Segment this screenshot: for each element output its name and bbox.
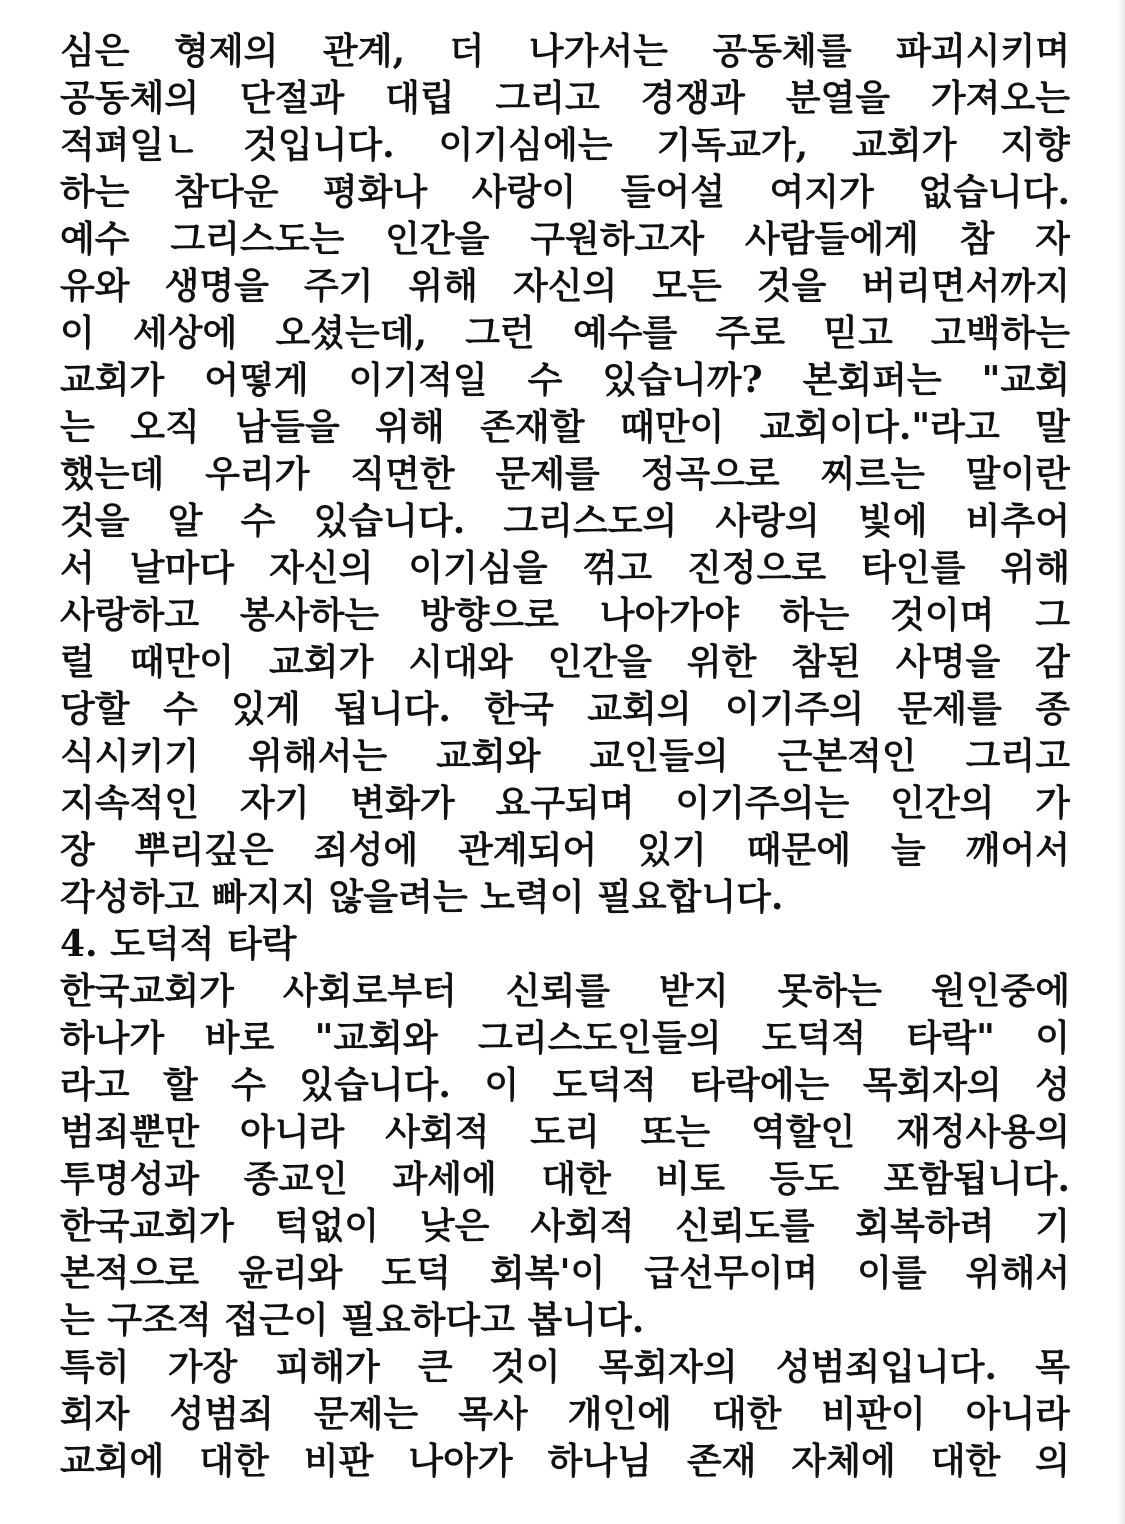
text-line: 적펴일ㄴ 것입니다. 이기심에는 기독교가, 교회가 지향 bbox=[60, 124, 1070, 166]
text-line: 당할 수 있게 됩니다. 한국 교회의 이기주의 문제를 종 bbox=[60, 688, 1070, 730]
text-line: 예수 그리스도는 인간을 구원하고자 사람들에게 참 자 bbox=[60, 218, 1070, 260]
text-line: 투명성과 종교인 과세에 대한 비토 등도 포함됩니다. bbox=[60, 1158, 1070, 1200]
text-line: 회자 성범죄 문제는 목사 개인에 대한 비판이 아니라 bbox=[60, 1393, 1070, 1435]
text-line: 라고 할 수 있습니다. 이 도덕적 타락에는 목회자의 성 bbox=[60, 1064, 1070, 1106]
text-line: 이 세상에 오셨는데, 그런 예수를 주로 믿고 고백하는 bbox=[60, 312, 1070, 354]
text-line: 4. 도덕적 타락 bbox=[60, 923, 297, 965]
text-line: 하는 참다운 평화나 사랑이 들어설 여지가 없습니다. bbox=[60, 171, 1070, 213]
text-line: 공동체의 단절과 대립 그리고 경쟁과 분열을 가져오는 bbox=[60, 77, 1070, 119]
document-body bbox=[60, 28, 1070, 1485]
text-line: 특히 가장 피해가 큰 것이 목회자의 성범죄입니다. 목 bbox=[60, 1346, 1070, 1388]
page-edge-shadow bbox=[1117, 0, 1125, 1524]
text-line: 심은 형제의 관계, 더 나가서는 공동체를 파괴시키며 bbox=[60, 30, 1070, 72]
text-line: 범죄뿐만 아니라 사회적 도리 또는 역할인 재정사용의 bbox=[60, 1111, 1070, 1153]
text-line: 사랑하고 봉사하는 방향으로 나아가야 하는 것이며 그 bbox=[60, 594, 1070, 636]
text-line: 각성하고 빠지지 않을려는 노력이 필요합니다. bbox=[60, 876, 784, 918]
text-line: 럴 때만이 교회가 시대와 인간을 위한 참된 사명을 감 bbox=[60, 641, 1070, 683]
text-line: 식시키기 위해서는 교회와 교인들의 근본적인 그리고 bbox=[60, 735, 1070, 777]
text-line: 는 오직 남들을 위해 존재할 때만이 교회이다."라고 말 bbox=[60, 406, 1070, 448]
text-line: 교회가 어떻게 이기적일 수 있습니까? 본회퍼는 "교회 bbox=[60, 359, 1070, 401]
text-line: 하나가 바로 "교회와 그리스도인들의 도덕적 타락" 이 bbox=[60, 1017, 1070, 1059]
text-line: 유와 생명을 주기 위해 자신의 모든 것을 버리면서까지 bbox=[60, 265, 1070, 307]
text-line: 는 구조적 접근이 필요하다고 봅니다. bbox=[60, 1299, 645, 1341]
text-line: 본적으로 윤리와 도덕 회복'이 급선무이며 이를 위해서 bbox=[60, 1252, 1070, 1294]
text-line: 했는데 우리가 직면한 문제를 정곡으로 찌르는 말이란 bbox=[60, 453, 1070, 495]
text-line: 장 뿌리깊은 죄성에 관계되어 있기 때문에 늘 깨어서 bbox=[60, 829, 1070, 871]
text-line: 교회에 대한 비판 나아가 하나님 존재 자체에 대한 의 bbox=[60, 1440, 1070, 1482]
text-line: 한국교회가 사회로부터 신뢰를 받지 못하는 원인중에 bbox=[60, 970, 1070, 1012]
text-line: 서 날마다 자신의 이기심을 꺾고 진정으로 타인를 위해 bbox=[60, 547, 1070, 589]
text-line: 한국교회가 턱없이 낮은 사회적 신뢰도를 회복하려 기 bbox=[60, 1205, 1070, 1247]
text-line: 지속적인 자기 변화가 요구되며 이기주의는 인간의 가 bbox=[60, 782, 1070, 824]
text-line: 것을 알 수 있습니다. 그리스도의 사랑의 빛에 비추어 bbox=[60, 500, 1070, 542]
